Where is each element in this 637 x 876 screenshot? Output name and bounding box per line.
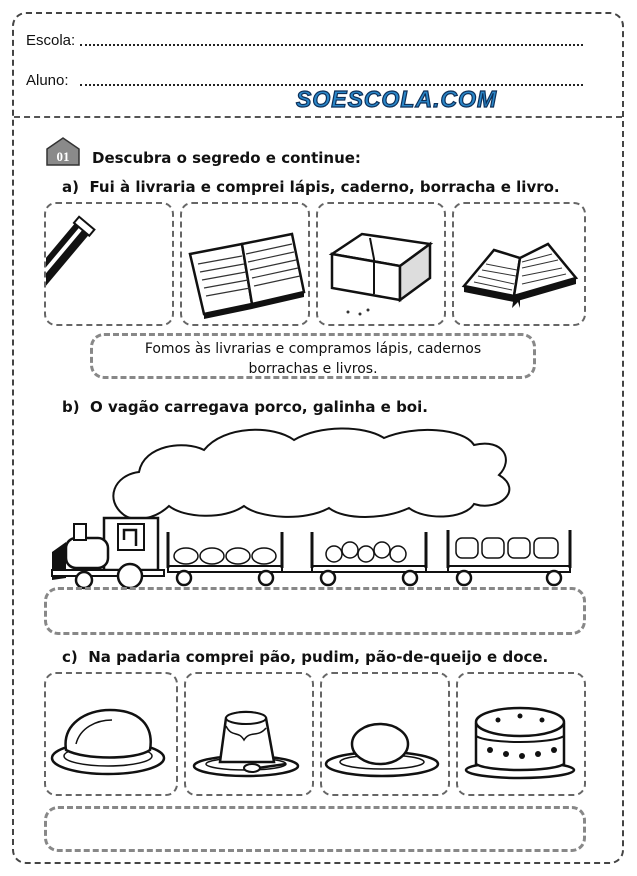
cheese-bread-icon xyxy=(322,674,448,794)
item-a-answer-box[interactable] xyxy=(90,333,536,379)
train-illustration xyxy=(44,420,586,590)
activity-number-badge xyxy=(46,136,80,166)
chicken-wagon-icon xyxy=(312,532,426,585)
item-b-letter: b) xyxy=(62,398,80,416)
open-book-icon xyxy=(454,204,584,324)
student-label: Aluno: xyxy=(26,72,69,89)
pencil-icon xyxy=(46,204,172,324)
item-a-picture-3 xyxy=(316,202,446,326)
smoke-cloud xyxy=(113,428,509,518)
pudding-icon xyxy=(186,674,312,794)
item-a-sentence: Fui à livraria e comprei lápis, caderno, borracha e livro. xyxy=(89,178,560,196)
item-c-answer-box[interactable] xyxy=(44,806,586,852)
item-a-answer-line-1: Fomos às livrarias e compramos lápis, cadernos xyxy=(144,341,482,357)
item-c-sentence: Na padaria comprei pão, pudim, pão-de-queijo e doce. xyxy=(88,648,549,666)
steam-train-icon xyxy=(52,518,164,588)
item-b-sentence: O vagão carregava porco, galinha e boi. xyxy=(90,398,428,416)
bread-icon xyxy=(46,674,176,794)
item-c-question xyxy=(62,648,548,666)
item-a-letter: a) xyxy=(62,178,79,196)
activity-title: Descubra o segredo e continue: xyxy=(92,149,361,167)
header-divider xyxy=(14,116,622,118)
ox-wagon-icon xyxy=(448,530,570,585)
item-a-picture-4 xyxy=(452,202,586,326)
item-c-letter: c) xyxy=(62,648,78,666)
item-c-picture-4 xyxy=(456,672,586,796)
item-b-question xyxy=(62,398,428,416)
brand-logo: SOESCOLA.COM xyxy=(296,86,498,112)
school-field[interactable] xyxy=(80,44,583,46)
pig-wagon-icon xyxy=(168,532,282,585)
school-label: Escola: xyxy=(26,32,76,49)
item-b-answer-box[interactable] xyxy=(44,587,586,635)
item-a-answer-text xyxy=(93,339,533,379)
open-notebook-icon xyxy=(182,204,308,324)
item-a-answer-line-2: borrachas e livros. xyxy=(248,361,378,377)
item-c-picture-3 xyxy=(320,672,450,796)
item-a-picture-2 xyxy=(180,202,310,326)
item-c-picture-1 xyxy=(44,672,178,796)
eraser-icon xyxy=(318,204,444,324)
cake-icon xyxy=(458,674,584,794)
item-a-picture-1 xyxy=(44,202,174,326)
item-c-picture-2 xyxy=(184,672,314,796)
item-a-question xyxy=(62,178,560,196)
badge-number: 01 xyxy=(56,149,70,164)
